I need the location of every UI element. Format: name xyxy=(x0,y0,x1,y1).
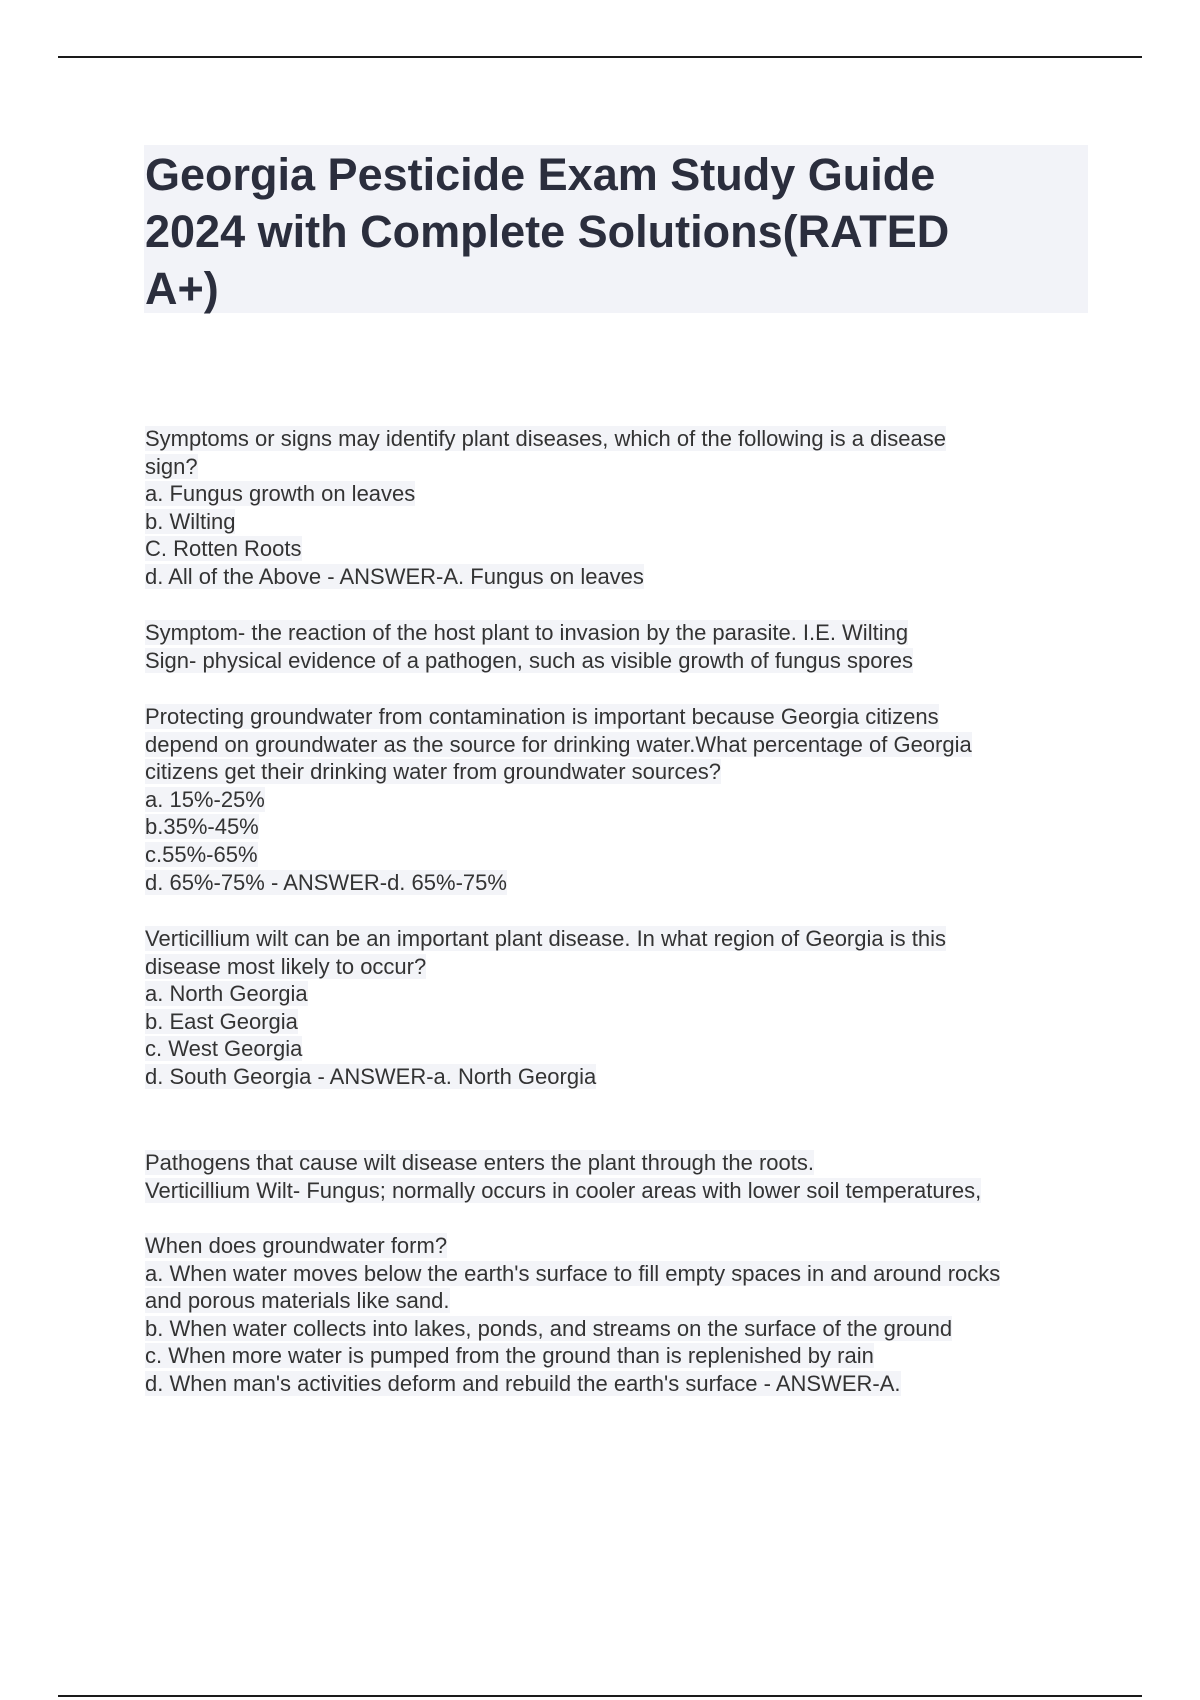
note-text: Pathogens that cause wilt disease enters the plant through the roots. xyxy=(145,1150,814,1175)
note-text: Symptom- the reaction of the host plant to invasion by the parasite. I.E. Wilting xyxy=(145,620,909,645)
answer-option: C. Rotten Roots xyxy=(145,536,302,562)
question-text: depend on groundwater as the source for drinking water.What percentage of Georgia xyxy=(145,731,972,757)
title-line: 2024 with Complete Solutions(RATED xyxy=(145,206,950,257)
answer-option: and porous materials like sand. xyxy=(145,1288,450,1314)
answer-option: d. 65%-75% - ANSWER-d. 65%-75% xyxy=(145,869,507,895)
answer-option: b. When water collects into lakes, ponds, and streams on the surface of the ground xyxy=(145,1315,953,1341)
answer-option: c. West Georgia xyxy=(145,1036,303,1062)
question-disease-sign xyxy=(145,425,1095,591)
title-line: A+) xyxy=(145,263,219,314)
question-text: sign? xyxy=(145,453,198,479)
note-wilt-pathogens xyxy=(145,1149,1095,1204)
question-text: citizens get their drinking water from groundwater sources? xyxy=(145,759,721,785)
answer-option: c.55%-65% xyxy=(145,841,258,867)
note-symptom-sign xyxy=(145,619,1095,674)
question-verticillium-region xyxy=(145,925,1095,1091)
question-text: When does groundwater form? xyxy=(145,1233,448,1258)
answer-option: d. South Georgia - ANSWER-a. North Georgia xyxy=(145,1063,597,1089)
answer-option: a. When water moves below the earth's surface to fill empty spaces in and around rocks xyxy=(145,1260,1001,1286)
page-title xyxy=(145,146,1045,317)
answer-option: a. 15%-25% xyxy=(145,786,265,812)
top-rule xyxy=(58,56,1142,58)
question-text: Protecting groundwater from contamination is important because Georgia citizens xyxy=(145,704,939,729)
answer-option: b. Wilting xyxy=(145,508,236,534)
answer-option: b.35%-45% xyxy=(145,814,259,840)
question-text: disease most likely to occur? xyxy=(145,953,427,979)
question-text: Verticillium wilt can be an important plant disease. In what region of Georgia is this xyxy=(145,926,946,951)
answer-option: c. When more water is pumped from the ground than is replenished by rain xyxy=(145,1343,874,1369)
bottom-rule xyxy=(58,1695,1142,1697)
answer-option: a. Fungus growth on leaves xyxy=(145,481,416,507)
note-text: Sign- physical evidence of a pathogen, such as visible growth of fungus spores xyxy=(145,647,914,673)
question-text: Symptoms or signs may identify plant diseases, which of the following is a disease xyxy=(145,426,946,451)
answer-option: d. When man's activities deform and rebuild the earth's surface - ANSWER-A. xyxy=(145,1370,901,1396)
question-groundwater-percentage xyxy=(145,703,1095,896)
note-text: Verticillium Wilt- Fungus; normally occurs in cooler areas with lower soil temperatures, xyxy=(145,1177,982,1203)
answer-option: b. East Georgia xyxy=(145,1008,298,1034)
title-line: Georgia Pesticide Exam Study Guide xyxy=(145,149,936,200)
answer-option: d. All of the Above - ANSWER-A. Fungus on leaves xyxy=(145,563,644,589)
question-groundwater-formation xyxy=(145,1232,1095,1398)
answer-option: a. North Georgia xyxy=(145,981,308,1007)
